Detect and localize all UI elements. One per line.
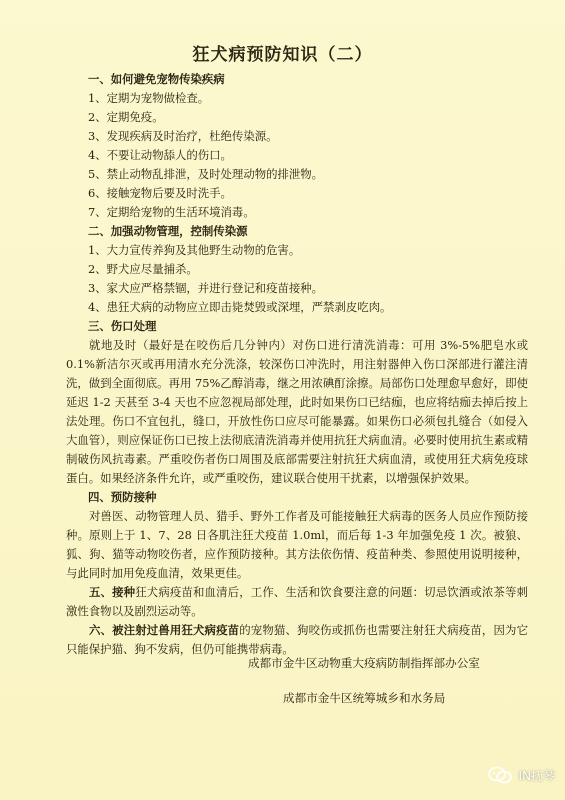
signature-office: 成都市金牛区动物重大疫病防制指挥部办公室	[248, 656, 480, 670]
section-6-paragraph	[66, 621, 528, 659]
document-title: 狂犬病预防知识（二）	[192, 45, 373, 65]
section-4-heading: 四、预防接种	[88, 490, 157, 504]
list-item: 5、禁止动物乱排泄，及时处理动物的排泄物。	[88, 167, 324, 181]
vaccination-paragraph: 对兽医、动物管理人员、猎手、野外工作者及可能接触狂犬病毒的医务人员应作预防接种。原则上于 1、7、28 日各肌注狂犬疫苗 1.0ml，而后每 1-3 年加强免疫 1 次。被狼、狐、狗、猫等动物咬伤者，应作预防接种。其方法依伤情、疫苗种类、参照使用说明接种，与此同时加用免疫血清，效果更佳。	[66, 509, 528, 580]
section-6-text: 的宠物猫、狗咬伤或抓伤也需要注射狂犬病疫苗，因为它只能保护猫、狗不发病，但仍可能携带病毒。	[66, 623, 528, 656]
section-2-heading: 二、加强动物管理，控制传染源	[88, 224, 248, 238]
section-1-heading: 一、如何避免宠物传染疾病	[88, 72, 225, 86]
section-3-heading: 三、伤口处理	[88, 319, 157, 333]
list-item: 7、定期给宠物的生活环境消毒。	[88, 205, 255, 219]
watermark-text: IN抚琴	[518, 768, 555, 783]
list-item: 6、接触宠物后要及时洗手。	[88, 186, 232, 200]
section-5-paragraph	[66, 583, 528, 621]
list-item: 3、发现疾病及时治疗，杜绝传染源。	[88, 129, 278, 143]
wechat-icon	[487, 766, 513, 784]
section-5-lead: 五、接种	[89, 585, 136, 599]
list-item: 4、不要让动物舔人的伤口。	[88, 148, 232, 162]
section-5-text: 狂犬病疫苗和血清后，工作、生活和饮食要注意的问题：切忌饮酒或浓茶等刺激性食物以及剧烈运动等。	[66, 585, 528, 618]
list-item: 1、大力宣传养狗及其他野生动物的危害。	[88, 243, 301, 257]
list-item: 4、患狂犬病的动物应立即击毙焚毁或深埋，严禁剥皮吃肉。	[88, 300, 392, 314]
wound-treatment-paragraph: 就地及时（最好是在咬伤后几分钟内）对伤口进行清洗消毒：可用 3%-5%肥皂水或 0.1%新洁尔灭或再用清水充分洗涤，较深伤口冲洗时，用注射器伸入伤口深部进行灌注清洗，做到全面彻底。再用 75%乙醇消毒，继之用浓碘酊涂擦。局部伤口处理愈早愈好，即使延迟 1-2 天甚至 3-4 天也不应忽视局部处理，此时如果伤口已结痂，也应将结痂去掉后按上法处理。伤口不宜包扎，缝口，开放性伤口应尽可能暴露。如果伤口必须包扎缝合（如侵入大血管），则应保证伤口已按上法彻底清洗消毒并使用抗狂犬病血清。必要时使用抗生素或精制破伤风抗毒素。严重咬伤者伤口周围及底部需要注射抗狂犬病血清，或使用狂犬病免疫球蛋白。如果经济条件允许，或严重咬伤，建议联合使用干扰素，以增强保护效果。	[66, 338, 528, 485]
watermark	[487, 766, 555, 784]
list-item: 2、定期免疫。	[88, 110, 164, 124]
section-6-lead: 六、被注射过兽用狂犬病疫苗	[89, 623, 240, 637]
list-item: 2、野犬应尽量捕杀。	[88, 262, 198, 276]
document-body	[66, 70, 528, 659]
list-item: 1、定期为宠物做检查。	[88, 91, 210, 105]
signature-bureau: 成都市金牛区统筹城乡和水务局	[283, 691, 446, 705]
list-item: 3、家犬应严格禁锢，并进行登记和疫苗接种。	[88, 281, 324, 295]
